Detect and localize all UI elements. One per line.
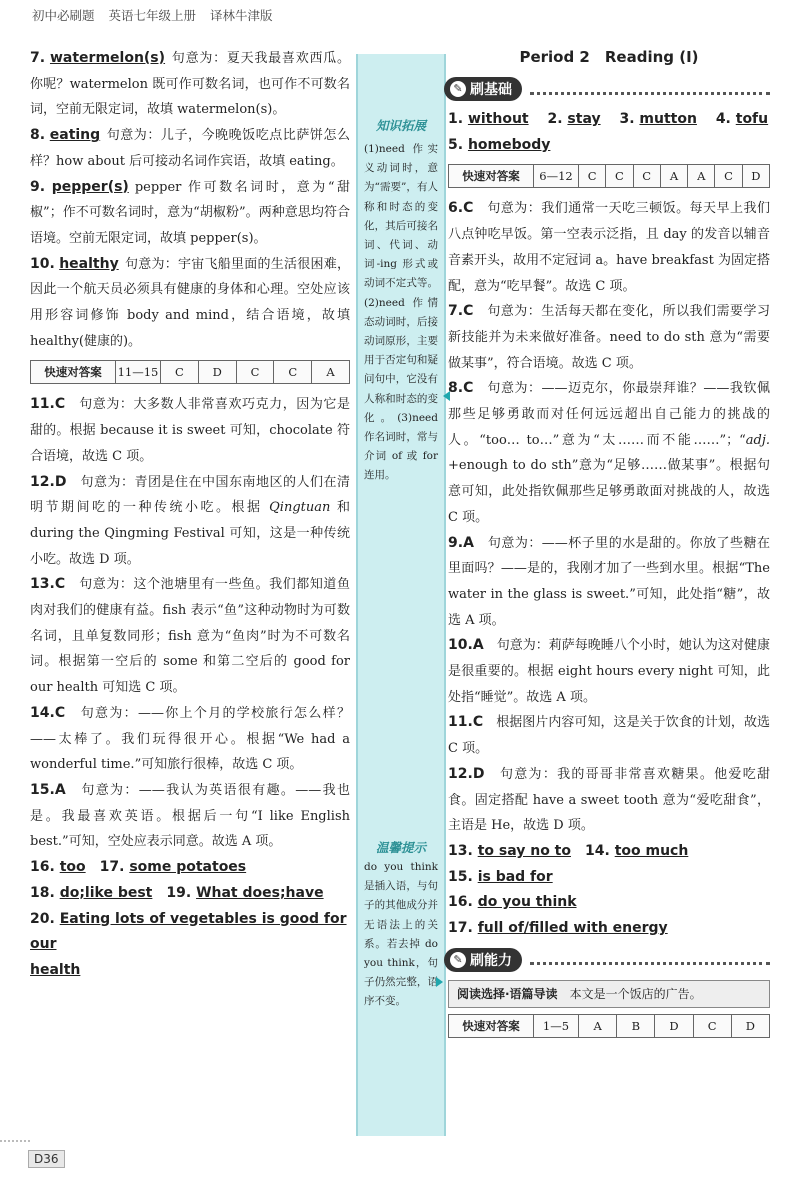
quick-answer-table: 快速对答案 11—15 C D C C A [30,360,350,384]
answer-item-12: 12.D 句意为：我的哥哥非常喜欢糖果。他爱吃甜食。固定搭配 have a sweet tooth 意为“爱吃甜食”，主语是 He，故选 D 项。 [448,765,770,834]
answer-line-17: 17. full of/filled with energy [448,920,668,937]
answer-line-15: 15. is bad for [448,868,553,885]
answer-item-13: 13.C 句意为：这个池塘里有一些鱼。我们都知道鱼肉对我们的健康有益。fish 表示“鱼”这种动物时为可数名词，且单复数同形；fish 意为“鱼肉”时为不可数名词。根据第一空后的 some 和第二空后的 good for our health 可知选 C 项。 [30,576,350,696]
edition-title: 译林牛津版 [210,8,273,23]
reading-guide: 阅读选择·语篇导读 本文是一个饭店的广告。 [448,980,770,1008]
answer-line-1-4: 1. without 2. stay 3. mutton 4. tofu [448,111,769,127]
right-column [448,46,770,1046]
answer-item-10: 10. healthy 句意为：宇宙飞船里面的生活很困难，因此一个航天员必须具有健康的身体和心理。空处应该用形容词修饰 body and mind，结合语境，故填 healthy(健康的)。 [30,255,350,349]
answer-item-14: 14.C 句意为：——你上个月的学校旅行怎么样？——太棒了。我们玩得很开心。根据“We had a wonderful time.”可知旅行很棒，故选 C 项。 [30,704,350,773]
answer-item-15: 15.A 句意为：——我认为英语很有趣。——我也是。我最喜欢英语。根据后一句“I like English best.”可知，空处应表示同意。故选 A 项。 [30,781,350,850]
quick-answer-table: 快速对答案 6—12 C C C A A C D [448,164,770,188]
brush-icon: ✎ [450,81,466,97]
side-note-panel [356,54,446,1136]
knowledge-extension-text: (1)need 作实义动词时，意为“需要”，有人称和时态的变化，其后可接名词、代词、动词-ing 形式或动词不定式等。(2)need 作情态动词时，后接动词原形，主要用于否定句和疑问句中，它没有人称和时态的变化。(3)need 作名词时，常与介词 of 或 for 连用。 [364,143,438,482]
section-banner-basic: ✎ 刷基础 [444,77,770,101]
page-number: D36 [28,1150,65,1168]
answer-item-7: 7.C 句意为：生活每天都在变化，所以我们需要学习新技能并为未来做好准备。need to do sth 意为“需要做某事”，符合语境。故选 C 项。 [448,303,770,371]
tip-text: do you think 是插入语，与句子的其他成分并无语法上的关系。若去掉 do you think，句子仍然完整，语序不变。 [364,861,438,1008]
pointer-arrow-icon [436,977,443,987]
answer-line-5: 5. homebody [448,136,551,153]
answer-line-18-19: 18. do;like best 19. What does;have [30,884,324,901]
tip-title: 温馨提示 [375,840,426,855]
answer-item-11: 11.C 根据图片内容可知，这是关于饮食的计划，故选 C 项。 [448,714,770,757]
knowledge-extension-title: 知识拓展 [375,118,426,133]
answer-line-16: 16. do you think [448,894,577,911]
answer-item-12: 12.D 句意为：青团是住在中国东南地区的人们在清明节期间吃的一种传统小吃。根据 Qingtuan 和 during the Qingming Festival 可知，这是一种传统小吃。故选 D 项。 [30,473,350,567]
quick-answer-table: 快速对答案 1—5 A B D C D [448,1014,770,1038]
page-header [32,6,283,24]
answer-item-8: 8. eating 句意为：儿子，今晚晚饭吃点比萨饼怎么样？how about 后可接动名词作宾语，故填 eating。 [30,127,350,169]
section-banner-ability: ✎ 刷能力 [444,948,770,972]
answer-item-9: 9. pepper(s) pepper 作可数名词时，意为“甜椒”；作不可数名词时，意为“胡椒粉”。两种意思均符合语境。空前无限定词，故填 pepper(s)。 [30,178,350,246]
answer-item-9: 9.A 句意为：——杯子里的水是甜的。你放了些糖在里面吗？——是的，我刚才加了一些到水里。根据“The water in the glass is sweet.”可知，此处指“糖”，故选 A 项。 [448,534,770,628]
left-column [30,46,350,984]
section-title: Period 2 Reading (Ⅰ) [519,48,699,66]
brush-icon: ✎ [450,952,466,968]
series-title: 初中必刷题 [32,8,95,23]
answer-item-7: 7. watermelon(s) 句意为：夏天我最喜欢西瓜。你呢？watermelon 既可作可数名词，也可作不可数名词，空前无限定词，故填 watermelon(s)。 [30,50,350,118]
answer-line-13-14: 13. to say no to 14. too much [448,842,689,859]
answer-item-6: 6.C 句意为：我们通常一天吃三顿饭。每天早上我们八点钟吃早饭。第一空表示泛指，且 day 的发音以辅音音素开头，故用不定冠词 a。have breakfast 为固定搭配，意为“吃早餐”。故选 C 项。 [448,200,770,294]
answer-item-10: 10.A 句意为：莉萨每晚睡八个小时，她认为这对健康是很重要的。根据 eight hours every night 可知，此处指“睡觉”。故选 A 项。 [448,637,770,705]
answer-item-11: 11.C 句意为：大多数人非常喜欢巧克力，因为它是甜的。根据 because it is sweet 可知，chocolate 符合语境，故选 C 项。 [30,396,350,464]
answer-line-16-17: 16. too 17. some potatoes [30,859,247,876]
subject-title: 英语七年级上册 [108,8,197,23]
answer-item-8: 8.C 句意为：——迈克尔，你最崇拜谁？——我钦佩那些足够勇敢而对任何远远超出自己能力的挑战的人。“too… to…”意为“太……而不能……”；“adj. +enough to do sth”意为“足够……做某事”。根据句意可知，此处指钦佩那些足够勇敢面对挑战的人，故选 C 项。 [448,380,770,525]
answer-line-20: 20. Eating lots of vegetables is good for our health [30,910,347,978]
